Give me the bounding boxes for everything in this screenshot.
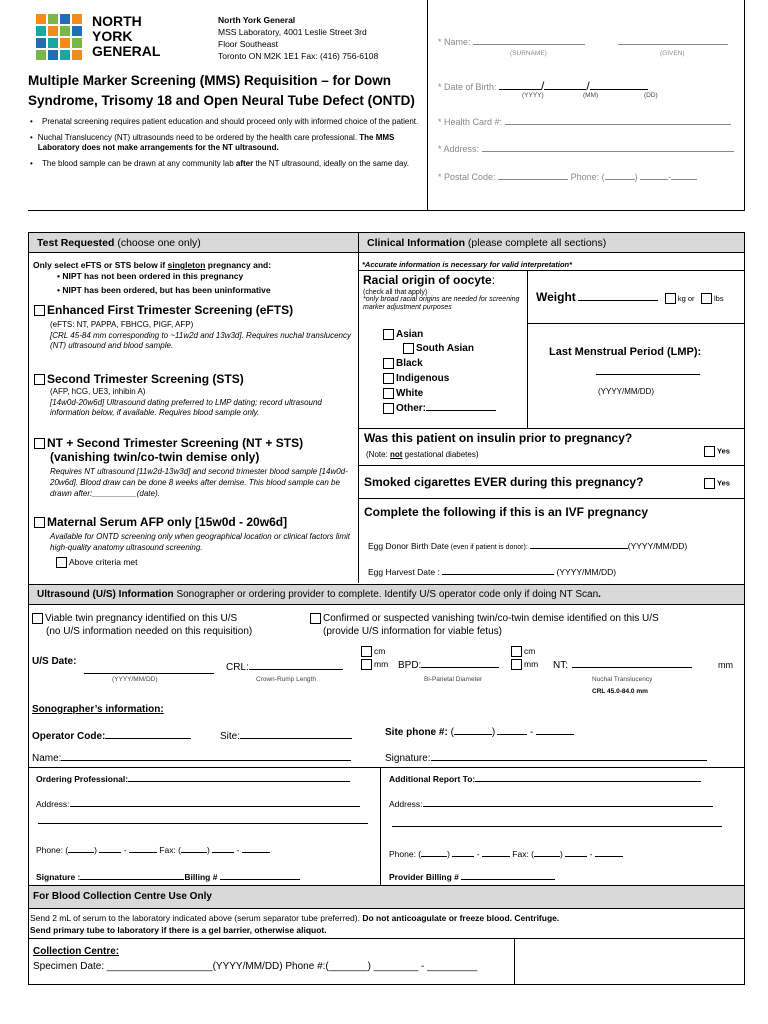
sts-option[interactable]: Second Trimester Screening (STS) (AFP, hCG, UE3, inhibin A) [14w0d-20w6d] Ultrasound dating preferred to LMP dating; record ultrasound information below, if available. Requires blood sample only. bbox=[34, 372, 356, 418]
crl-range: CRL 45.0-84.0 mm bbox=[592, 688, 648, 695]
lmp-input[interactable] bbox=[596, 363, 700, 375]
sonographer-signature-field[interactable]: Signature: bbox=[385, 753, 707, 764]
efts-checkbox[interactable] bbox=[34, 305, 45, 316]
bpd-sublabel: Bi-Parietal Diameter bbox=[424, 676, 483, 683]
lmp-label: Last Menstrual Period (LMP): bbox=[549, 346, 702, 358]
nipt-condition-1: • NIPT has not been ordered in this pregnancy bbox=[57, 271, 244, 281]
additional-report-field[interactable]: Additional Report To: bbox=[389, 774, 701, 784]
sts-checkbox[interactable] bbox=[34, 374, 45, 385]
accurate-note: *Accurate information is necessary for valid interpretation* bbox=[362, 260, 573, 269]
ordering-signature-billing[interactable]: Signature : Billing # bbox=[36, 872, 300, 882]
origin-indigenous[interactable]: Indigenous bbox=[383, 371, 496, 386]
address-line: Toronto ON M2K 1E1 Fax: (416) 756-6108 bbox=[218, 51, 379, 61]
kg-checkbox[interactable] bbox=[665, 293, 676, 304]
ivf-title: Complete the following if this is an IVF pregnancy bbox=[364, 505, 649, 519]
test-requested-header: Test Requested (choose one only) bbox=[29, 233, 358, 253]
collection-centre-label: Collection Centre: bbox=[33, 946, 120, 957]
origin-list bbox=[383, 327, 496, 416]
smoked-yes[interactable]: Yes bbox=[704, 478, 730, 489]
bullet: • Prenatal screening requires patient education and should proceed only with informed choice of the patient. bbox=[30, 117, 419, 126]
given-label: (GIVEN) bbox=[660, 50, 685, 57]
nipt-condition-2: • NIPT has been ordered, but has been uninformative bbox=[57, 285, 271, 295]
lbs-checkbox[interactable] bbox=[701, 293, 712, 304]
yyyy-label: (YYYY) bbox=[522, 92, 544, 99]
dob-row[interactable]: * Date of Birth: / / bbox=[438, 79, 648, 93]
msafp-checkbox[interactable] bbox=[34, 517, 45, 528]
nt-field[interactable]: NT: mm bbox=[553, 660, 733, 671]
site-phone-field[interactable]: Site phone #: ( ) - bbox=[385, 727, 574, 738]
additional-phone-fax[interactable]: Phone: ( ) - Fax: ( ) - bbox=[389, 849, 623, 859]
surname-label: (SURNAME) bbox=[510, 50, 547, 57]
sonographer-name-field[interactable]: Name: bbox=[32, 753, 351, 764]
address-line: MSS Laboratory, 4001 Leslie Street 3rd bbox=[218, 27, 367, 37]
intro-bullets bbox=[30, 117, 425, 169]
us-date-format: (YYYY/MM/DD) bbox=[112, 676, 158, 683]
lmp-format: (YYYY/MM/DD) bbox=[598, 387, 654, 396]
lab-address bbox=[218, 14, 378, 62]
mm-label: (MM) bbox=[583, 92, 599, 99]
address-line: Floor Southeast bbox=[218, 39, 279, 49]
operator-code-field[interactable]: Operator Code: bbox=[32, 731, 191, 742]
smoked-question: Smoked cigarettes EVER during this pregnancy? bbox=[364, 475, 644, 489]
ordering-professional-field[interactable]: Ordering Professional: bbox=[36, 774, 350, 784]
viable-twin-option[interactable]: Viable twin pregnancy identified on this U/S (no U/S information needed on this requisition) bbox=[32, 612, 252, 638]
title-line-2: Syndrome, Trisomy 18 and Open Neural Tube Defect (ONTD) bbox=[28, 93, 415, 108]
origin-south-asian[interactable]: South Asian bbox=[383, 341, 496, 356]
bpd-units[interactable]: cm mm bbox=[511, 645, 538, 671]
crl-field[interactable]: CRL: bbox=[226, 662, 343, 673]
logo-mark bbox=[36, 14, 86, 62]
ordering-phone-fax[interactable]: Phone: ( ) - Fax: ( ) - bbox=[36, 845, 270, 855]
bullet: • Nuchal Translucency (NT) ultrasounds need to be ordered by the health care professional. The MMS Laboratory does not make arrangements for the NT ultrasound. bbox=[30, 133, 395, 152]
crl-sublabel: Crown-Rump Length bbox=[256, 676, 316, 683]
us-date-input[interactable] bbox=[84, 662, 214, 674]
org-line-3: GENERAL bbox=[92, 43, 161, 59]
dd-label: (DD) bbox=[644, 92, 658, 99]
org-line-1: NORTH bbox=[92, 13, 142, 29]
msafp-option[interactable]: Maternal Serum AFP only [15w0d - 20w6d] Available for ONTD screening only when geographical location or clinical factors limit high-quality anatomy ultrasound screening. Above criteria met bbox=[34, 515, 356, 568]
ultrasound-header: Ultrasound (U/S) Information Sonographer or ordering provider to complete. Identify U/S operator code only if doing NT Scan. bbox=[29, 584, 744, 605]
logo bbox=[36, 14, 86, 62]
address-line: North York General bbox=[218, 15, 296, 25]
egg-harvest-field[interactable]: Egg Harvest Date : (YYYY/MM/DD) bbox=[368, 567, 617, 577]
blood-instructions: Send 2 mL of serum to the laboratory indicated above (serum separator tube preferred). Do not anticoagulate or freeze blood. Centrifuge. Send primary tube to laboratory if there is a gel barrier, otherwise aliquot. bbox=[30, 913, 560, 935]
additional-address-line2[interactable] bbox=[392, 826, 722, 827]
patient-name-row[interactable]: * Name: bbox=[438, 37, 728, 47]
health-card-row[interactable]: * Health Card #: bbox=[438, 117, 731, 127]
bullet: • The blood sample can be drawn at any community lab after the NT ultrasound, ideally on the same day. bbox=[30, 159, 410, 168]
provider-billing-field[interactable]: Provider Billing # bbox=[389, 872, 555, 882]
insulin-yes[interactable]: Yes bbox=[704, 446, 730, 457]
origin-other[interactable]: Other: bbox=[383, 401, 496, 416]
efts-option[interactable]: Enhanced First Trimester Screening (eFTS) (eFTS: NT, PAPPA, FBHCG, PIGF, AFP) [CRL 45-84 mm corresponding to ~11w2d and 13w3d]. Requires nuchal translucency (NT) ultrasound and blood sample. bbox=[34, 303, 356, 351]
patient-address-row[interactable]: * Address: bbox=[438, 144, 734, 154]
postal-phone-row[interactable]: * Postal Code: Phone: ( ) - bbox=[438, 172, 697, 182]
blood-collection-header: For Blood Collection Centre Use Only bbox=[29, 885, 744, 909]
above-criteria-checkbox[interactable] bbox=[56, 557, 67, 568]
org-name bbox=[92, 14, 160, 59]
egg-donor-field[interactable]: Egg Donor Birth Date (even if patient is donor): (YYYY/MM/DD) bbox=[368, 541, 688, 551]
sonographer-info-label: Sonographer’s information: bbox=[32, 704, 164, 715]
racial-origin: Racial origin of oocyte: (check all that apply) *only broad racial origins are needed for screening marker adjustment purposes bbox=[363, 273, 520, 311]
origin-black[interactable]: Black bbox=[383, 356, 496, 371]
ordering-address-line2[interactable] bbox=[38, 823, 368, 824]
origin-asian[interactable]: Asian bbox=[383, 327, 496, 342]
site-field[interactable]: Site: bbox=[220, 731, 352, 742]
bpd-field[interactable]: BPD: bbox=[398, 660, 499, 671]
crl-units[interactable]: cm mm bbox=[361, 645, 388, 671]
specimen-date-field[interactable]: Specimen Date: ___________________(YYYY/MM/DD) Phone #:(_______) ________ - _________ bbox=[33, 961, 478, 972]
org-line-2: YORK bbox=[92, 28, 133, 44]
additional-address-field[interactable]: Address: bbox=[389, 799, 713, 809]
nt-sublabel: Nuchal Translucency bbox=[592, 676, 653, 683]
title-line-1: Multiple Marker Screening (MMS) Requisition – for Down bbox=[28, 73, 392, 88]
weight-field[interactable]: Weight kg or lbs bbox=[536, 290, 724, 304]
nt-sts-checkbox[interactable] bbox=[34, 438, 45, 449]
origin-white[interactable]: White bbox=[383, 386, 496, 401]
test-intro: Only select eFTS or STS below if singleton pregnancy and: • NIPT has not been ordered in this pregnancy • NIPT has been ordered, but has been uninformative bbox=[33, 260, 272, 295]
ordering-address-field[interactable]: Address: bbox=[36, 799, 360, 809]
form-title bbox=[28, 71, 415, 111]
vanishing-twin-option[interactable]: Confirmed or suspected vanishing twin/co-twin demise identified on this U/S (provide U/S information for viable fetus) bbox=[310, 612, 659, 638]
insulin-question: Was this patient on insulin prior to pregnancy? bbox=[364, 431, 633, 445]
us-date-label: U/S Date: bbox=[32, 656, 77, 667]
nt-sts-option[interactable]: NT + Second Trimester Screening (NT + STS) (vanishing twin/co-twin demise only) Requires NT ultrasound [11w2d-13w3d] and second trimester blood sample [14w0d-20w6d]. Blood draw can be done 8 weeks after demise. This blood sample can be drawn after:__________(date). bbox=[34, 436, 356, 499]
clinical-info-header: Clinical Information (please complete all sections) bbox=[359, 233, 744, 253]
